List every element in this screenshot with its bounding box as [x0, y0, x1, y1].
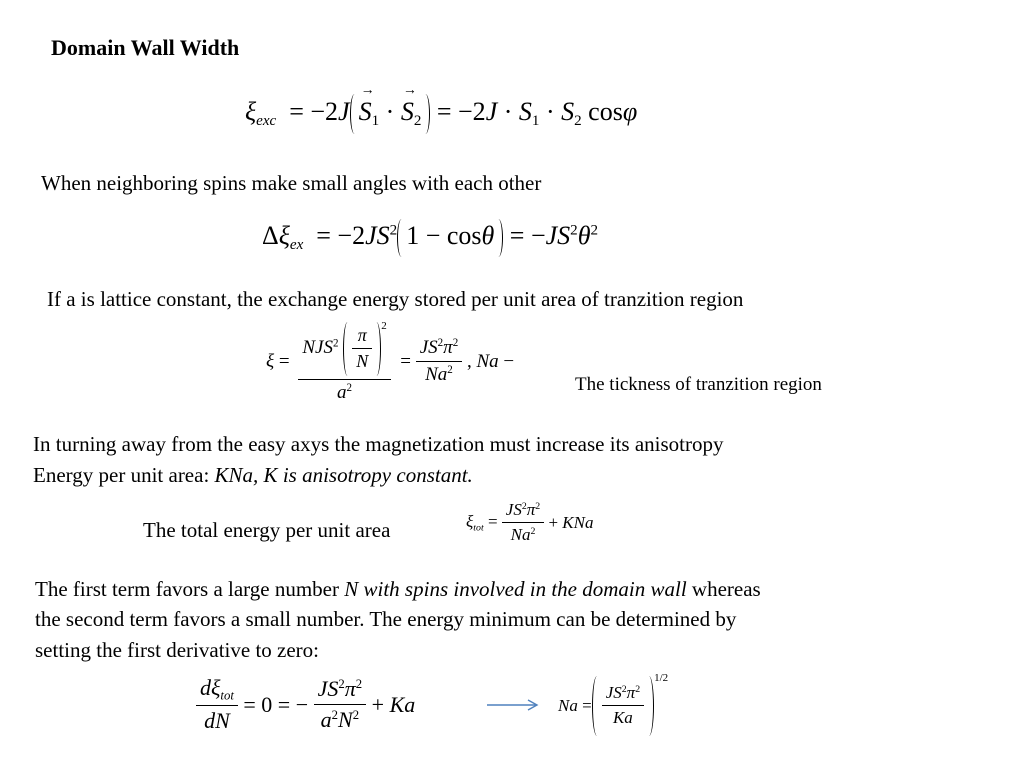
small-angle-energy-equation: $\Delta\xi_{ex} = -2JS^2$ $1 - \cos\theta = -JS^2\theta^2$	[262, 219, 598, 257]
text-paragraph-line2: the second term favors a small number. The energy minimum can be determined by	[35, 607, 737, 631]
text-lattice-constant: If a is lattice constant, the exchange energy stored per unit area of tranzition region	[47, 287, 744, 311]
paragraph-line1-start: The first term favors a large number	[35, 577, 345, 601]
annotation-thickness: The tickness of tranzition region	[575, 374, 822, 395]
derivative-equation: $\frac{d\xi_{tot}}{dN}$ = 0 = − $\frac{JS^2\pi^2}{a^2N^2}$ + Ka	[196, 675, 415, 734]
text-energy-per-area	[33, 463, 473, 488]
result-equation: Na = $\frac{JS^2\pi^2}{Ka}$ $^{1/2}$	[558, 672, 668, 736]
text-small-angles: When neighboring spins make small angles with each other	[41, 171, 542, 195]
paragraph-line1-end: whereas	[686, 577, 761, 601]
exchange-energy-per-area-equation: ξ = NJS$^2$ $\frac{\pi}{N}$ $^2$ $a^2$ = $\frac{JS^2\pi^2}{Na^2}$ , Na −	[266, 320, 515, 403]
text-paragraph-line1	[35, 577, 761, 602]
text-paragraph-line3: setting the first derivative to zero:	[35, 638, 319, 662]
page-title: Domain Wall Width	[51, 35, 240, 60]
energy-per-area-label: Energy per unit area:	[33, 463, 215, 487]
exchange-energy-equation: $\xi_{exc} = -2J\to S_1$ · → $S_2 = -2J \cdot S_1 \cdot S_2$ cosφ	[245, 94, 637, 134]
text-anisotropy: In turning away from the easy axys the magnetization must increase its anisotropy	[33, 432, 724, 456]
anisotropy-constant-text: KNa, K is anisotropy constant.	[214, 463, 473, 487]
text-total-energy: The total energy per unit area	[143, 518, 391, 542]
paragraph-line1-italic: N with spins involved in the domain wall	[344, 577, 687, 601]
right-arrow-icon	[486, 697, 540, 713]
total-energy-equation: $\xi_{tot}$ = $\frac{JS^2\pi^2}{Na^2}$ + KNa	[466, 500, 594, 544]
